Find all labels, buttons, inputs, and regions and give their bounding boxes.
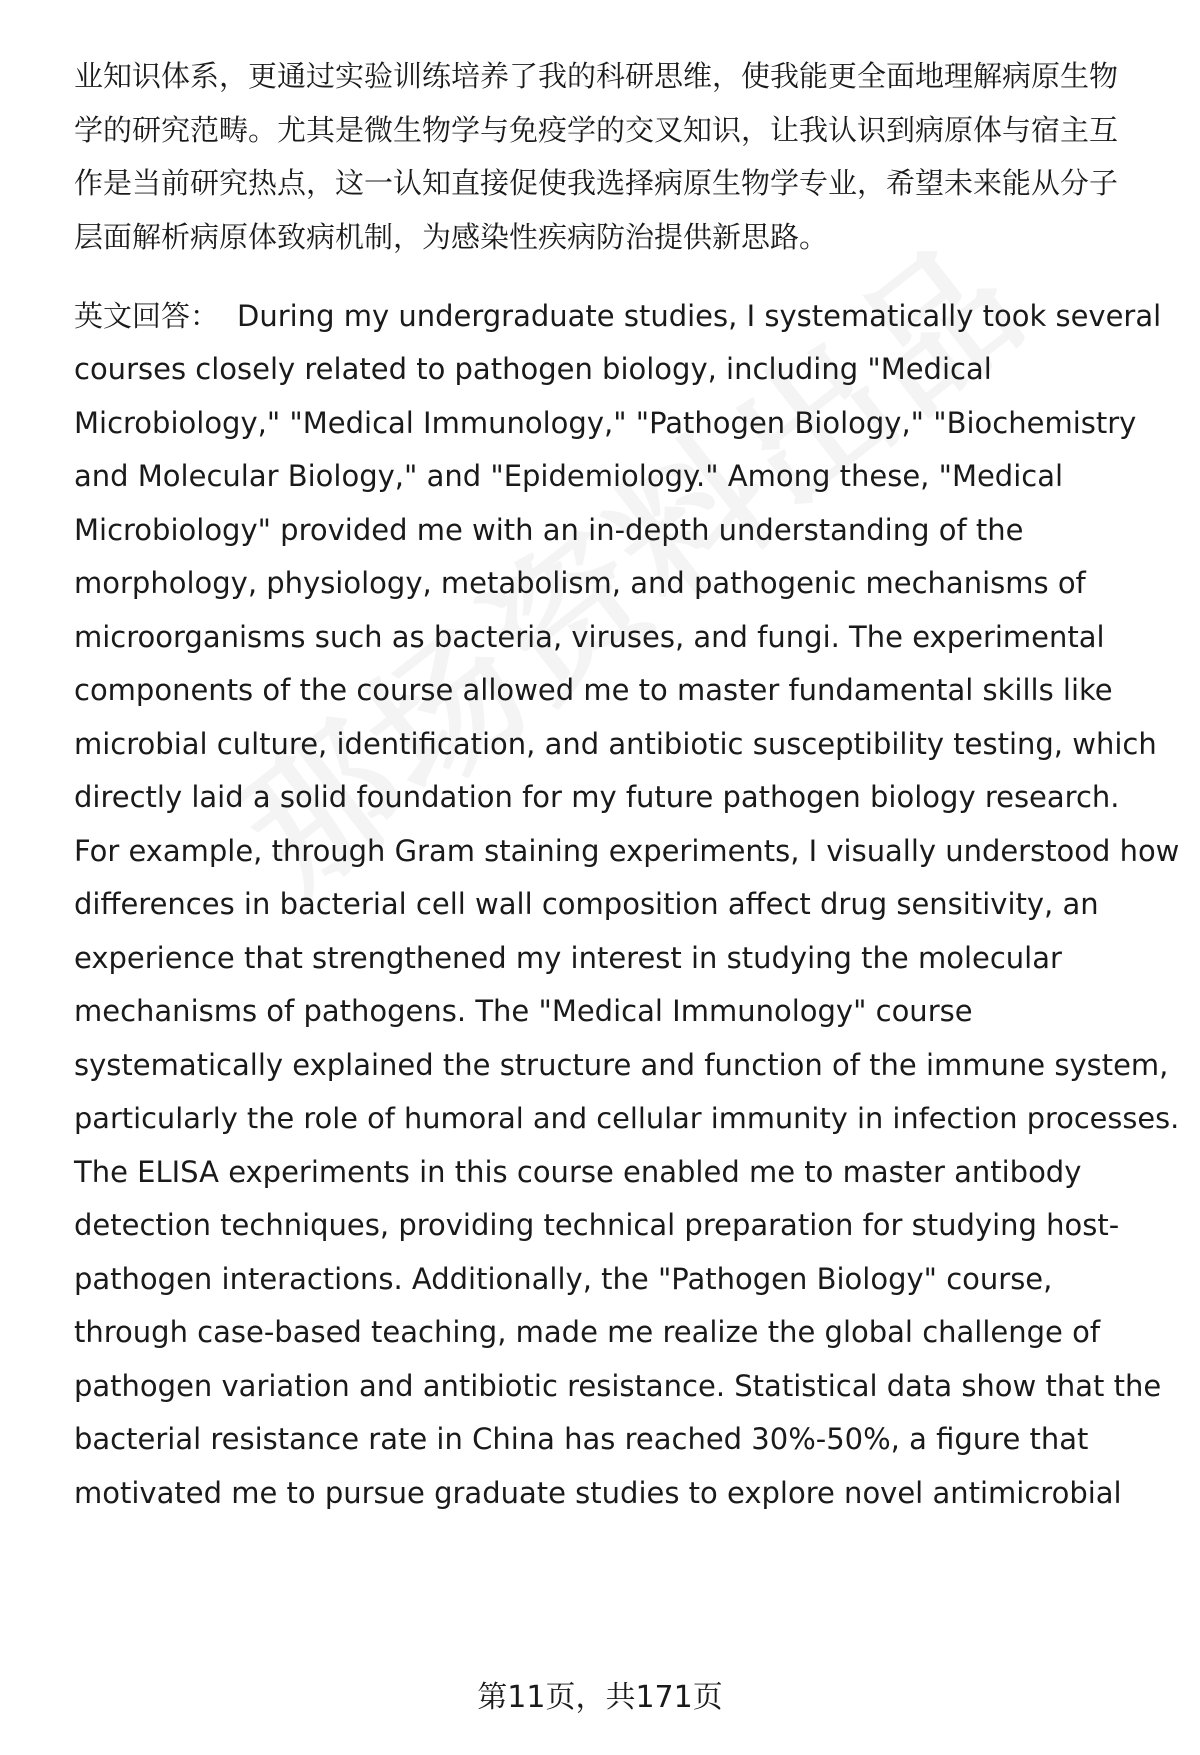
english-line-8: components of the course allowed me to master fundamental skills like (74, 673, 1113, 707)
english-line-23: motivated me to pursue graduate studies to explore novel antimicrobial (74, 1476, 1122, 1510)
english-line-19: pathogen interactions. Additionally, the "Pathogen Biology" course, (74, 1262, 1053, 1296)
english-line-22: bacterial resistance rate in China has reached 30%-50%, a figure that (74, 1422, 1089, 1456)
english-line-3: Microbiology," "Medical Immunology," "Pathogen Biology," "Biochemistry (74, 406, 1137, 440)
chinese-line-3: 作是当前研究热点，这一认知直接促使我选择病原生物学专业，希望未来能从分子 (74, 166, 1119, 200)
english-line-9: microbial culture, identification, and antibiotic susceptibility testing, which (74, 727, 1157, 761)
english-line-18: detection techniques, providing technical preparation for studying host- (74, 1208, 1120, 1242)
english-line-17: The ELISA experiments in this course enabled me to master antibody (74, 1155, 1082, 1189)
english-line-21: pathogen variation and antibiotic resistance. Statistical data show that the (74, 1369, 1162, 1403)
chinese-line-4: 层面解析病原体致病机制，为感染性疾病防治提供新思路。 (74, 220, 829, 254)
page-indicator: 第11页，共171页 (477, 1680, 723, 1715)
english-line-4: and Molecular Biology," and "Epidemiology." Among these, "Medical (74, 459, 1064, 493)
chinese-line-2: 学的研究范畴。尤其是微生物学与免疫学的交叉知识，让我认识到病原体与宿主互 (74, 113, 1119, 147)
english-line-12: differences in bacterial cell wall composition affect drug sensitivity, an (74, 887, 1099, 921)
english-line-7: microorganisms such as bacteria, viruses, and fungi. The experimental (74, 620, 1105, 654)
answer-label: 英文回答： (74, 299, 220, 333)
english-line-1 (74, 296, 1161, 336)
english-line-14: mechanisms of pathogens. The "Medical Immunology" course (74, 994, 973, 1028)
english-line-13: experience that strengthened my interest in studying the molecular (74, 941, 1062, 975)
english-line-5: Microbiology" provided me with an in-depth understanding of the (74, 513, 1024, 547)
english-line-16: particularly the role of humoral and cellular immunity in infection processes. (74, 1101, 1180, 1135)
english-line-1-text: During my undergraduate studies, I systematically took several (237, 299, 1162, 333)
english-line-10: directly laid a solid foundation for my future pathogen biology research. (74, 780, 1120, 814)
english-line-6: morphology, physiology, metabolism, and pathogenic mechanisms of (74, 566, 1086, 600)
english-line-15: systematically explained the structure and function of the immune system, (74, 1048, 1169, 1082)
english-line-20: through case-based teaching, made me realize the global challenge of (74, 1315, 1101, 1349)
chinese-line-1: 业知识体系，更通过实验训练培养了我的科研思维，使我能更全面地理解病原生物 (74, 59, 1119, 93)
english-line-2: courses closely related to pathogen biology, including "Medical (74, 352, 992, 386)
english-line-11: For example, through Gram staining experiments, I visually understood how (74, 834, 1180, 868)
